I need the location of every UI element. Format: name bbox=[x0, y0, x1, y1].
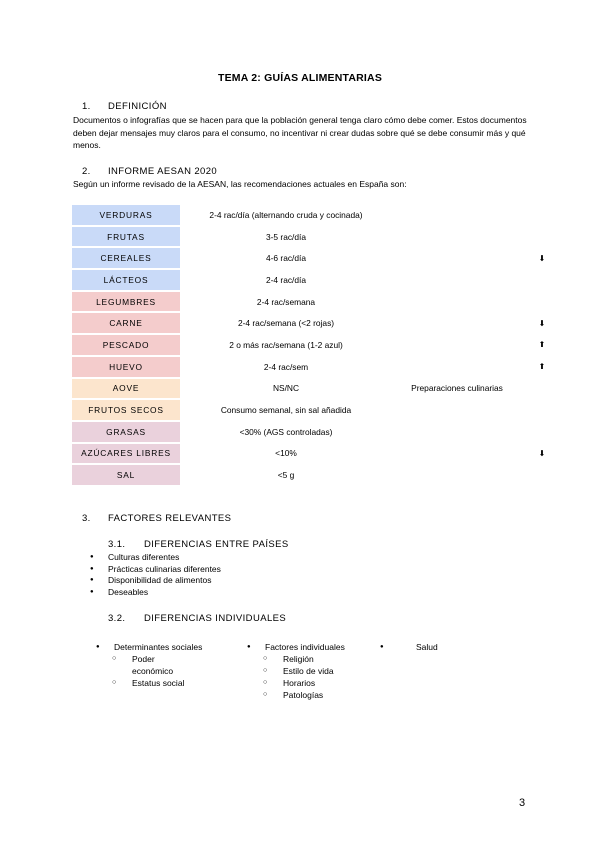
sub-list bbox=[96, 653, 226, 689]
value-cell: 2-4 rac/día bbox=[265, 274, 307, 285]
value-cell: <10% bbox=[275, 448, 297, 459]
list-item: ○ Religión bbox=[263, 653, 377, 665]
trend-arrow-icon bbox=[522, 379, 562, 399]
note-cell bbox=[392, 292, 522, 312]
trend-arrow-icon bbox=[522, 205, 562, 225]
table-row bbox=[72, 357, 562, 377]
note-cell bbox=[392, 270, 522, 290]
trend-arrow-icon bbox=[522, 292, 562, 312]
value-cell: 2 o más rac/semana (1-2 azul) bbox=[229, 339, 343, 350]
category-cell: LEGUMBRES bbox=[72, 292, 180, 312]
trend-arrow-icon bbox=[522, 465, 562, 485]
table-row bbox=[72, 248, 562, 268]
list-item: ○ Horarios bbox=[263, 677, 377, 689]
trend-arrow-icon bbox=[522, 227, 562, 247]
category-cell: LÁCTEOS bbox=[72, 270, 180, 290]
table-row bbox=[72, 422, 562, 442]
section-title: FACTORES RELEVANTES bbox=[108, 513, 232, 524]
note-cell bbox=[392, 444, 522, 464]
note-cell bbox=[392, 205, 522, 225]
table-row bbox=[72, 227, 562, 247]
table-row bbox=[72, 335, 562, 355]
note-cell bbox=[392, 313, 522, 333]
list-item: ● Culturas diferentes bbox=[90, 552, 221, 564]
table-row bbox=[72, 379, 562, 399]
page-title: TEMA 2: GUÍAS ALIMENTARIAS bbox=[217, 72, 383, 84]
list-item: ○ Poder económico bbox=[112, 653, 192, 677]
trend-arrow-icon: ⬇ bbox=[538, 318, 546, 328]
list-item: ● Deseables bbox=[90, 587, 221, 599]
column-heading: ● Determinantes sociales bbox=[96, 641, 226, 653]
recommendations-table bbox=[72, 203, 562, 487]
table-row bbox=[72, 270, 562, 290]
category-cell: FRUTAS bbox=[72, 227, 180, 247]
category-cell: SAL bbox=[72, 465, 180, 485]
column-health bbox=[380, 641, 480, 653]
category-cell: AZÚCARES LIBRES bbox=[72, 444, 180, 464]
sub-list bbox=[247, 653, 377, 701]
definition-paragraph: Documentos o infografías que se hacen para que la población general tenga claro cómo debe comer. Estos documentos deben dejar mensajes muy claros para el consumo, no incentivar ni crear dudas sobre qué se debe consumir más y qué menos. bbox=[73, 115, 527, 150]
value-cell: 2-4 rac/semana (<2 rojas) bbox=[237, 318, 335, 329]
trend-arrow-icon: ⬇ bbox=[538, 253, 546, 263]
subsection-title: DIFERENCIAS INDIVIDUALES bbox=[144, 613, 287, 624]
note-cell bbox=[392, 422, 522, 442]
section-number: 2. bbox=[82, 166, 91, 177]
note-cell bbox=[392, 465, 522, 485]
trend-arrow-icon bbox=[522, 422, 562, 442]
trend-arrow-icon: ⬆ bbox=[538, 340, 546, 350]
column-individual bbox=[247, 641, 377, 701]
category-cell: HUEVO bbox=[72, 357, 180, 377]
category-cell: AOVE bbox=[72, 379, 180, 399]
list-item: ● Prácticas culinarias diferentes bbox=[90, 564, 221, 576]
table-row bbox=[72, 313, 562, 333]
section-number: 3. bbox=[82, 513, 91, 524]
value-cell: Consumo semanal, sin sal añadida bbox=[220, 405, 352, 416]
category-cell: GRASAS bbox=[72, 422, 180, 442]
value-cell: 2-4 rac/semana bbox=[256, 296, 316, 307]
section-number: 1. bbox=[82, 101, 91, 112]
note-cell bbox=[392, 227, 522, 247]
value-cell: NS/NC bbox=[272, 383, 300, 394]
subsection-number: 3.1. bbox=[108, 539, 126, 550]
list-item: ○ Estatus social bbox=[112, 677, 226, 689]
category-cell: VERDURAS bbox=[72, 205, 180, 225]
subsection-number: 3.2. bbox=[108, 613, 126, 624]
aesan-intro: Según un informe revisado de la AESAN, las recomendaciones actuales en España son: bbox=[73, 179, 407, 189]
trend-arrow-icon: ⬇ bbox=[538, 448, 546, 458]
value-cell: 2-4 rac/sem bbox=[263, 361, 309, 372]
trend-arrow-icon: ⬆ bbox=[538, 362, 546, 372]
subsection-title: DIFERENCIAS ENTRE PAÍSES bbox=[144, 539, 289, 550]
section-title: INFORME AESAN 2020 bbox=[108, 166, 218, 177]
category-cell: FRUTOS SECOS bbox=[72, 400, 180, 420]
column-social bbox=[96, 641, 226, 689]
note-cell bbox=[392, 335, 522, 355]
value-cell: <5 g bbox=[277, 470, 295, 481]
section-title: DEFINICIÓN bbox=[108, 101, 167, 112]
column-heading: ● Factores individuales bbox=[247, 641, 377, 653]
list-item: ○ Patologías bbox=[263, 689, 377, 701]
table-row bbox=[72, 400, 562, 420]
table-row bbox=[72, 465, 562, 485]
table-row bbox=[72, 205, 562, 225]
category-cell: PESCADO bbox=[72, 335, 180, 355]
table-row bbox=[72, 292, 562, 312]
note-cell: Preparaciones culinarias bbox=[411, 383, 503, 394]
value-cell: 4-6 rac/día bbox=[265, 253, 307, 264]
countries-list bbox=[90, 552, 221, 598]
note-cell bbox=[392, 357, 522, 377]
page-number: 3 bbox=[519, 797, 526, 809]
note-cell bbox=[392, 400, 522, 420]
category-cell: CEREALES bbox=[72, 248, 180, 268]
trend-arrow-icon bbox=[522, 270, 562, 290]
list-item: ● Disponibilidad de alimentos bbox=[90, 575, 221, 587]
table-row bbox=[72, 444, 562, 464]
column-heading: ● Salud bbox=[380, 641, 480, 653]
note-cell bbox=[392, 248, 522, 268]
category-cell: CARNE bbox=[72, 313, 180, 333]
list-item: ○ Estilo de vida bbox=[263, 665, 377, 677]
trend-arrow-icon bbox=[522, 400, 562, 420]
value-cell: 2-4 rac/día (alternando cruda y cocinada) bbox=[209, 209, 363, 220]
value-cell: 3-5 rac/día bbox=[265, 231, 307, 242]
value-cell: <30% (AGS controladas) bbox=[239, 426, 333, 437]
